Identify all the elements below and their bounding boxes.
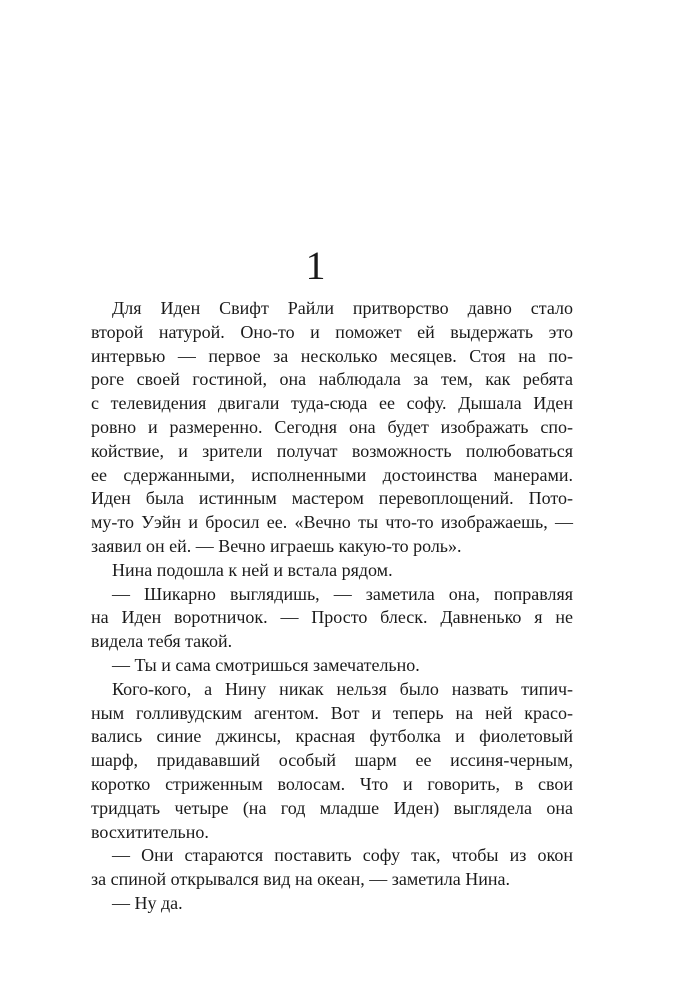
text-line: интервью — первое за несколько месяцев. Стоя на по- xyxy=(91,345,573,366)
chapter-number: 1 xyxy=(305,243,326,288)
text-line: на Иден воротничок. — Просто блеск. Давненько я не xyxy=(91,607,573,628)
text-line: видела тебя такой. xyxy=(91,631,233,652)
text-line: Кого-кого, а Нину никак нельзя было назвать типич- xyxy=(112,678,573,699)
text-line: заявил он ей. — Вечно играешь какую-то роль». xyxy=(91,535,462,556)
text-line: Нина подошла к ней и встала рядом. xyxy=(112,559,393,580)
text-line: койствие, и зрители получат возможность полюбоваться xyxy=(91,440,573,461)
text-line: с телевидения двигали туда-сюда ее софу. Дышала Иден xyxy=(91,393,573,414)
text-line: Иден была истинным мастером перевоплощений. Пото- xyxy=(91,488,573,509)
text-line: — Ну да. xyxy=(112,892,183,913)
chapter-text xyxy=(91,297,573,916)
text-line: за спиной открывался вид на океан, — заметила Нина. xyxy=(91,869,510,890)
text-line: — Шикарно выглядишь, — заметила она, поправляя xyxy=(112,583,573,604)
text-line: второй натурой. Оно-то и поможет ей выдержать это xyxy=(91,321,573,342)
text-line: вались синие джинсы, красная футболка и фиолетовый xyxy=(91,726,573,747)
text-line: тридцать четыре (на год младше Иден) выглядела она xyxy=(91,797,573,818)
text-line: — Ты и сама смотришься замечательно. xyxy=(112,654,420,675)
text-line: ным голливудским агентом. Вот и теперь на ней красо- xyxy=(91,702,573,723)
text-line: ровно и размеренно. Сегодня она будет изображать спо- xyxy=(91,416,573,437)
text-line: му-то Уэйн и бросил ее. «Вечно ты что-то изображаешь, — xyxy=(91,512,573,533)
text-line: роге своей гостиной, она наблюдала за тем, как ребята xyxy=(91,369,573,390)
text-line: ее сдержанными, исполненными достоинства манерами. xyxy=(91,464,573,485)
text-line: коротко стриженным волосам. Что и говорить, в свои xyxy=(91,773,573,794)
text-line: — Они стараются поставить софу так, чтобы из окон xyxy=(112,845,573,866)
text-line: шарф, придававший особый шарм ее иссиня-черным, xyxy=(91,750,573,771)
text-line: восхитительно. xyxy=(91,821,209,842)
text-line: Для Иден Свифт Райли притворство давно стало xyxy=(112,298,573,318)
